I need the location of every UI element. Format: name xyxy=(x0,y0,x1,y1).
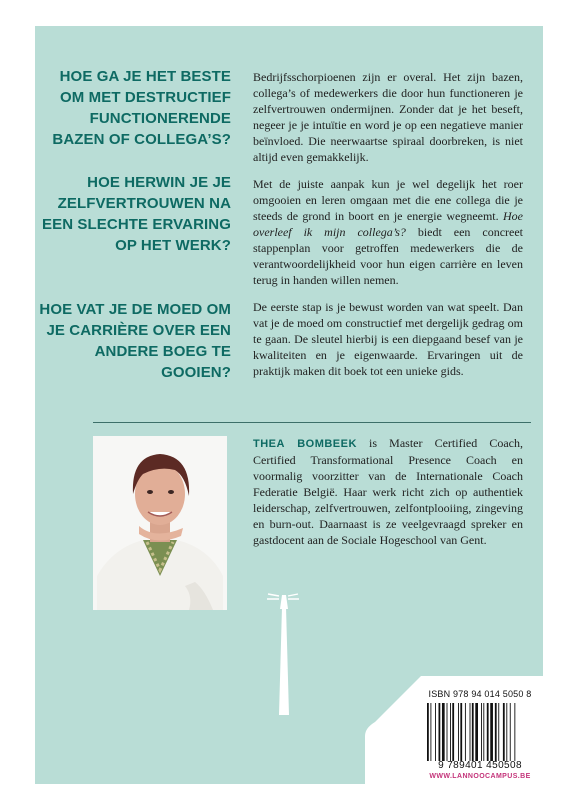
question-2: HOE HERWIN JE JE ZELFVERTROUWEN NA EEN SLECHTE ERVARING OP HET WERK? xyxy=(42,174,231,254)
blurb-p2-end: biedt een concreet stappenplan voor getroffen medewerkers die de verantwoordelijkheid voor hun eigen carrière en leven terug in handen willen nemen. xyxy=(253,225,524,287)
barcode-area xyxy=(417,687,543,784)
book-title: Hoe overleef ik mijn collega’s? xyxy=(253,209,523,239)
barcode xyxy=(425,701,537,763)
section-divider xyxy=(93,422,531,423)
blurb-paragraph-3: De eerste stap is je bewust worden van wat speelt. Dan vat je de moed om constructief met dergelijk gedrag om te gaan. De sleutel hierbij is een diepgaand besef van je kwaliteiten en je eigenwaarde. Ervaringen uit de praktijk maken dit boek tot een unieke gids. xyxy=(253,300,523,378)
question-1: HOE GA JE HET BESTE OM MET DESTRUCTIEF FUNCTIONERENDE BAZEN OF COLLEGA’S? xyxy=(52,68,231,148)
publisher-website: WWW.LANNOOCAMPUS.BE xyxy=(429,773,531,780)
barcode-digits: 9 789401 450508 xyxy=(438,760,522,771)
isbn-number: ISBN 978 94 014 5050 8 xyxy=(428,689,532,699)
blurb-paragraph-1: Bedrijfsschorpioenen zijn er overal. Het zijn bazen, collega’s of medewerkers die door hun functioneren je zelfvertrouwen ondermijnen. Zonder dat je het beseft, negeer je je intuïtie en word je op een negatieve manier beïnvloed. Die neerwaartse spiraal doorbreken, is niet altijd even gemakkelijk. xyxy=(253,70,523,164)
back-cover xyxy=(35,26,543,784)
blurb-p2-start: Met de juiste aanpak kun je wel degelijk het roer omgooien en leren omgaan met die ene collega die je steeds de grond in boort en je energie wegneemt. xyxy=(253,177,523,223)
author-bio xyxy=(253,435,523,548)
author-bio-text: is Master Certified Coach, Certified Transformational Presence Coach en voormalig voorzitter van de Internationale Coach Federatie België. Haar werk richt zich op authentiek leiderschap, zelfvertrouwen, zelfontplooiing, zingeving en burn-out. Daarnaast is ze veelgevraagd spreker en gastdocent aan de Sociale Hogeschool van Gent. xyxy=(253,436,523,547)
question-3: HOE VAT JE DE MOED OM JE CARRIÈRE OVER EEN ANDERE BOEG TE GOOIEN? xyxy=(39,301,231,381)
author-name: THEA BOMBEEK xyxy=(253,438,357,450)
lighthouse-logo-icon xyxy=(263,587,303,717)
blurb-paragraph-2 xyxy=(253,176,523,288)
blurb xyxy=(253,69,523,390)
author-photo xyxy=(93,436,227,610)
